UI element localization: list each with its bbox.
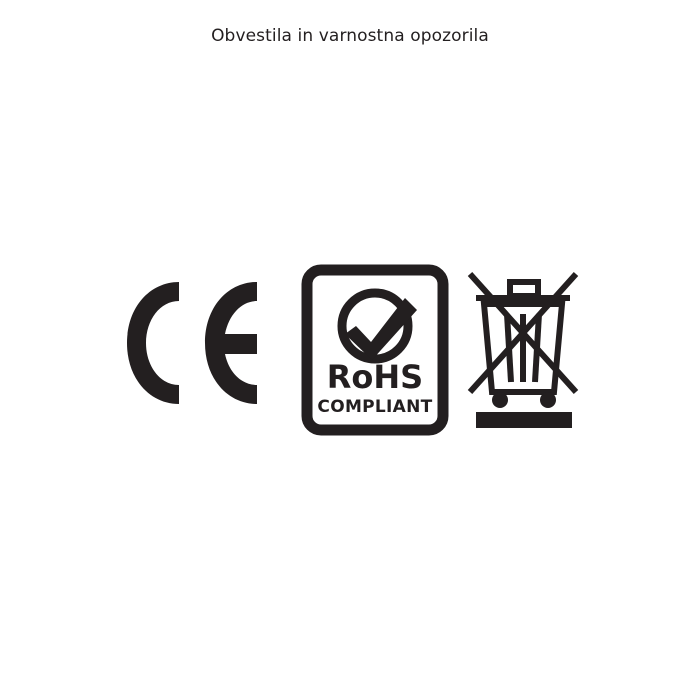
rohs-text-line-1: RoHS xyxy=(326,358,424,396)
rohs-compliant-icon xyxy=(301,264,449,436)
ce-marking-icon xyxy=(105,270,295,430)
rohs-text-line-2: COMPLIANT xyxy=(317,397,433,417)
ce-mark xyxy=(100,255,300,445)
rohs-mark xyxy=(300,255,450,445)
page-title: Obvestila in varnostna opozorila xyxy=(211,26,489,46)
compliance-marks-row xyxy=(0,255,700,445)
weee-mark xyxy=(450,255,600,445)
weee-crossed-out-wheelie-bin-icon xyxy=(462,264,588,436)
